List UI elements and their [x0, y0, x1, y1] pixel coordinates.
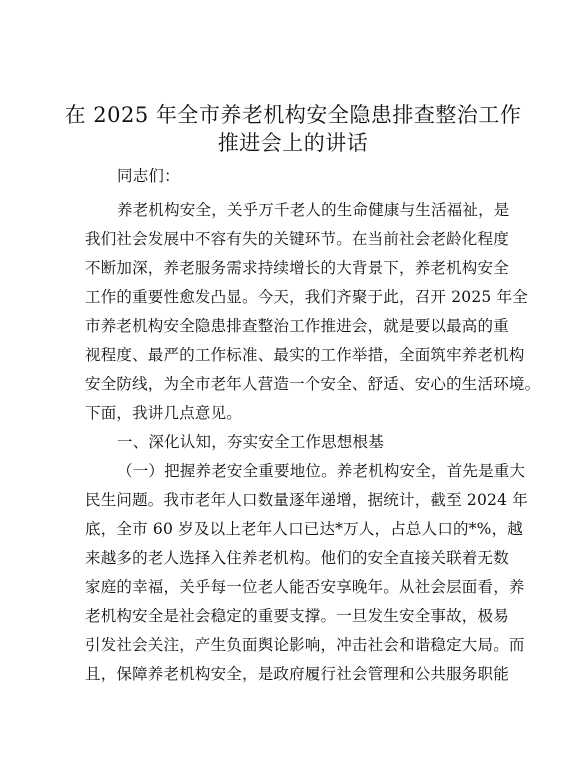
salutation: 同志们：: [117, 167, 180, 185]
paragraph-line: 引发社会关注，产生负面舆论影响，冲击社会和谐稳定大局。而: [85, 636, 525, 654]
paragraph-line: 我们社会发展中不容有失的关键环节。在当前社会老龄化程度: [85, 230, 509, 248]
paragraph-line: 底，全市 60 岁及以上老年人口已达*万人，占总人口的*%，越: [85, 520, 524, 538]
paragraph-line: 工作的重要性愈发凸显。今天，我们齐聚于此，召开 2025 年全: [85, 288, 529, 306]
paragraph-line: （一）把握养老安全重要地位。养老机构安全，首先是重大: [117, 462, 526, 480]
paragraph-line: 视程度、最严的工作标准、最实的工作举措，全面筑牢养老机构: [85, 346, 525, 364]
paragraph-line: 民生问题。我市老年人口数量逐年递增，据统计，截至 2024 年: [85, 491, 529, 509]
paragraph-line: 安全防线，为全市老年人营造一个安全、舒适、安心的生活环境。: [85, 375, 541, 393]
paragraph-line: 养老机构安全，关乎万千老人的生命健康与生活福祉，是: [117, 201, 510, 219]
title-line-1: 在 2025 年全市养老机构安全隐患排查整治工作: [64, 103, 522, 127]
paragraph-line: 市养老机构安全隐患排查整治工作推进会，就是要以最高的重: [85, 317, 509, 335]
section-heading: 一、深化认知，夯实安全工作思想根基: [117, 433, 384, 451]
paragraph-line: 家庭的幸福，关乎每一位老人能否安享晚年。从社会层面看，养: [85, 578, 525, 596]
title-line-2: 推进会上的讲话: [217, 131, 369, 155]
paragraph-line: 不断加深，养老服务需求持续增长的大背景下，养老机构安全: [85, 259, 509, 277]
paragraph-line: 来越多的老人选择入住养老机构。他们的安全直接关联着无数: [85, 549, 509, 567]
document-title: [60, 101, 526, 157]
paragraph-line: 老机构安全是社会稳定的重要支撑。一旦发生安全事故，极易: [85, 607, 509, 625]
paragraph-line: 且，保障养老机构安全，是政府履行社会管理和公共服务职能: [85, 665, 509, 683]
paragraph-line: 下面，我讲几点意见。: [85, 404, 243, 422]
